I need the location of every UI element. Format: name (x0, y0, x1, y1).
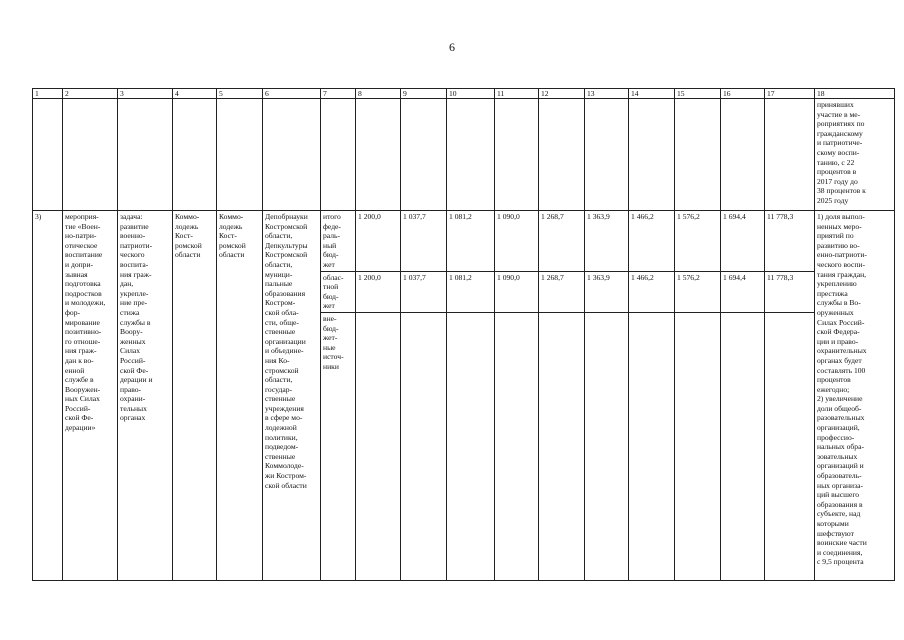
text-line: органах будет (817, 355, 862, 365)
text-line: ственные (265, 451, 296, 461)
text-line: военно- (120, 231, 146, 241)
funding-row-total (33, 211, 895, 272)
text-line: ники (323, 361, 339, 371)
text-line: ромской (219, 240, 246, 250)
task-cell (118, 211, 173, 581)
funding-value-cell (675, 312, 721, 580)
text-line: ежегодно; (817, 384, 850, 394)
text-line: женных (120, 336, 146, 346)
text-line: но-патри- (65, 231, 97, 241)
text-line: лодежной (265, 423, 297, 433)
text-line: службе в (65, 375, 94, 385)
text-line: которыми (817, 519, 849, 528)
text-line: ской Фе- (65, 413, 94, 423)
text-line: ние пре- (120, 298, 148, 308)
text-line: в сфере мо- (265, 413, 303, 423)
text-line: итого (323, 212, 341, 221)
column-header-13: 13 (585, 89, 629, 99)
text-line: мирование (65, 317, 100, 327)
text-line: дерации и (120, 375, 153, 385)
responsible-executor-cell (173, 211, 217, 581)
text-line: вне- (323, 313, 337, 323)
text-line: бюд- (323, 250, 339, 260)
text-line: го отноше- (65, 336, 101, 346)
text-line: ской области (265, 480, 307, 490)
text-line: облас- (323, 272, 344, 282)
text-line: сти, обще- (265, 317, 299, 327)
text-line: мероприя- (65, 212, 99, 221)
text-line: нальных обра- (817, 442, 864, 452)
text-line: области (175, 250, 201, 260)
funding-value-cell (356, 312, 401, 580)
text-line: право- (120, 384, 142, 394)
text-line: роприятиях по (817, 119, 865, 129)
text-line: процентов (817, 375, 851, 385)
text-line: патриоти- (120, 240, 153, 250)
column-header-9: 9 (401, 89, 447, 99)
text-line: Коммо- (175, 212, 200, 221)
text-line: и допри- (65, 259, 94, 269)
column-header-11: 11 (495, 89, 539, 99)
funding-value-cell: 1 090,0 (495, 211, 539, 272)
text-line: Кост- (219, 231, 237, 241)
text-line: доли общеоб- (817, 403, 862, 413)
column-header-12: 12 (539, 89, 585, 99)
text-line: Россий- (120, 355, 146, 365)
text-line: стромской (265, 365, 299, 375)
text-line: воспитание (65, 250, 103, 260)
funding-value-cell: 1 576,2 (675, 271, 721, 312)
text-line: и молодежи, (65, 298, 106, 308)
funding-value-cell (447, 312, 495, 580)
text-line: Костромской (265, 221, 308, 231)
text-line: ской Федера- (817, 327, 860, 337)
column-header-4: 4 (173, 89, 217, 99)
funding-value-cell (539, 312, 585, 580)
text-line: Вооружен- (65, 384, 101, 394)
participants-cell (263, 211, 321, 581)
row-index: 3) (33, 211, 63, 581)
text-line: источ- (323, 352, 344, 362)
text-line: укреплению (817, 279, 857, 289)
text-line: с 9,5 процента (817, 557, 864, 567)
text-line: ния граж- (120, 269, 152, 279)
text-line: субъекте, над (817, 509, 861, 519)
funding-source-cell (321, 271, 356, 312)
text-line: Силах Россий- (817, 317, 865, 327)
text-line: 2017 году до (817, 176, 858, 186)
text-line: жет (323, 301, 335, 311)
text-line: подростков (65, 288, 102, 298)
text-line: ской обла- (265, 307, 299, 317)
text-line: тие «Воен- (65, 221, 101, 231)
text-line: стижа (120, 307, 140, 317)
text-line: Кост- (175, 231, 193, 241)
text-line: укрепле- (120, 288, 149, 298)
text-line: жи Костром- (265, 471, 307, 481)
text-line: пальные (265, 279, 293, 289)
text-line: зывная (65, 269, 88, 279)
text-line: области, (265, 259, 293, 269)
text-line: образования (265, 288, 306, 298)
text-line: гражданскому (817, 128, 863, 138)
continuation-indicator-text (815, 99, 895, 211)
funding-value-cell (765, 312, 815, 580)
text-line: и объедине- (265, 346, 304, 356)
text-line: воспита- (120, 259, 149, 269)
text-line: Костром- (265, 298, 296, 308)
text-line: феде- (323, 221, 341, 231)
column-header-5: 5 (217, 89, 263, 99)
text-line: оруженных (817, 307, 854, 317)
text-line: принявших (817, 100, 854, 109)
text-line: участие в ме- (817, 109, 861, 119)
text-line: организаций, (817, 423, 860, 433)
text-line: подведом- (265, 442, 299, 452)
funding-value-cell: 1 363,9 (585, 211, 629, 272)
text-line: образования в (817, 499, 863, 509)
text-line: престижа (817, 288, 848, 298)
text-line: Коммо- (219, 212, 244, 221)
funding-source-cell (321, 211, 356, 272)
column-header-14: 14 (629, 89, 675, 99)
text-line: области, (265, 231, 293, 241)
text-line: образователь- (817, 471, 862, 481)
text-line: разовательных (817, 413, 865, 423)
text-line: жет (323, 259, 335, 269)
text-line: подготовка (65, 279, 101, 289)
text-line: 2) увеличение (817, 394, 863, 404)
text-line: позитивно- (65, 327, 102, 337)
column-header-15: 15 (675, 89, 721, 99)
event-name-cell (63, 211, 118, 581)
text-line: учреждения (265, 403, 304, 413)
text-line: развитие (120, 221, 149, 231)
column-header-17: 17 (765, 89, 815, 99)
text-line: 2025 году (817, 195, 849, 205)
text-line: тания граждан, (817, 269, 867, 279)
text-line: танию, с 22 (817, 157, 855, 167)
text-line: ных организа- (817, 480, 863, 490)
text-line: составлять 100 (817, 365, 866, 375)
text-line: области, (265, 375, 293, 385)
text-line: охрани- (120, 394, 146, 404)
column-header-6: 6 (263, 89, 321, 99)
column-header-3: 3 (118, 89, 173, 99)
text-line: тельных (120, 403, 147, 413)
text-line: скому воспи- (817, 147, 860, 157)
text-line: службы в (120, 317, 151, 327)
text-line: развитию во- (817, 240, 860, 250)
text-line: ных Силах (65, 394, 100, 404)
header-row (33, 89, 895, 99)
funding-value-cell (721, 312, 765, 580)
text-line: организации (265, 336, 306, 346)
text-line: Коммолоде- (265, 461, 304, 471)
text-line: ные (323, 342, 336, 352)
text-line: профессио- (817, 432, 855, 442)
text-line: фор- (65, 307, 81, 317)
text-line: ния граж- (65, 346, 97, 356)
text-line: бюд- (323, 323, 339, 333)
funding-value-cell: 1 694,4 (721, 211, 765, 272)
coexecutor-cell (217, 211, 263, 581)
funding-value-cell: 1 268,7 (539, 271, 585, 312)
text-line: лодежь (219, 221, 243, 231)
column-header-8: 8 (356, 89, 401, 99)
funding-value-cell (401, 312, 447, 580)
funding-value-cell: 1 576,2 (675, 211, 721, 272)
text-line: ции и право- (817, 336, 859, 346)
text-line: процентов в (817, 167, 857, 177)
text-line: ческого (120, 250, 145, 260)
text-line: охранительных (817, 346, 867, 356)
page-number: 6 (449, 40, 455, 54)
funding-value-cell: 11 778,3 (765, 211, 815, 272)
text-line: шефствуют (817, 528, 854, 538)
column-header-16: 16 (721, 89, 765, 99)
text-line: отическое (65, 240, 98, 250)
text-line: службы в Во- (817, 298, 861, 308)
funding-value-cell: 1 200,0 (356, 271, 401, 312)
text-line: органах (120, 413, 146, 423)
text-line: енной (65, 365, 85, 375)
text-line: ный (323, 240, 337, 250)
funding-value-cell: 1 363,9 (585, 271, 629, 312)
target-indicator-cell (815, 211, 895, 581)
text-line: лодежь (175, 221, 199, 231)
text-line: дан, (120, 279, 134, 289)
text-line: ственные (265, 394, 296, 404)
text-line: ческого воспи- (817, 259, 866, 269)
funding-value-cell: 1 694,4 (721, 271, 765, 312)
text-line: Костромской (265, 250, 308, 260)
column-header-1: 1 (33, 89, 63, 99)
column-header-10: 10 (447, 89, 495, 99)
funding-value-cell: 1 268,7 (539, 211, 585, 272)
text-line: ций высшего (817, 490, 860, 500)
text-line: Силах (120, 346, 141, 356)
text-line: жет- (323, 333, 338, 343)
text-line: и соединения, (817, 547, 863, 557)
funding-value-cell (495, 312, 539, 580)
funding-source-cell (321, 312, 356, 580)
text-line: приятий по (817, 231, 854, 241)
text-line: тной (323, 282, 339, 292)
text-line: организаций и (817, 461, 864, 471)
funding-value-cell: 1 081,2 (447, 211, 495, 272)
text-line: политики, (265, 432, 298, 442)
funding-value-cell: 1 466,2 (629, 271, 675, 312)
text-line: ромской (175, 240, 202, 250)
funding-value-cell (585, 312, 629, 580)
text-line: Россий- (65, 403, 91, 413)
text-line: зовательных (817, 451, 858, 461)
text-line: 38 процентов к (817, 186, 866, 196)
text-line: муници- (265, 269, 293, 279)
text-line: ственные (265, 327, 296, 337)
column-header-7: 7 (321, 89, 356, 99)
text-line: Депобрнауки (265, 212, 308, 221)
funding-value-cell: 1 037,7 (401, 271, 447, 312)
continuation-row (33, 99, 895, 211)
text-line: государ- (265, 384, 293, 394)
funding-value-cell: 1 466,2 (629, 211, 675, 272)
funding-value-cell: 1 090,0 (495, 271, 539, 312)
text-line: Депкультуры (265, 240, 308, 250)
text-line: енно-патриоти- (817, 250, 867, 260)
text-line: дан к во- (65, 355, 94, 365)
text-line: ния Ко- (265, 355, 290, 365)
text-line: и патриотиче- (817, 138, 863, 148)
text-line: области (219, 250, 245, 260)
text-line: Воору- (120, 327, 143, 337)
text-line: бюд- (323, 291, 339, 301)
funding-value-cell: 1 081,2 (447, 271, 495, 312)
text-line: дерации» (65, 423, 96, 433)
text-line: воинские части (817, 538, 867, 548)
funding-value-cell: 11 778,3 (765, 271, 815, 312)
text-line: ской Фе- (120, 365, 149, 375)
text-line: раль- (323, 231, 341, 241)
column-header-18: 18 (815, 89, 895, 99)
funding-value-cell: 1 037,7 (401, 211, 447, 272)
text-line: ненных меро- (817, 221, 862, 231)
text-line: задача: (120, 212, 143, 221)
column-header-2: 2 (63, 89, 118, 99)
program-table (32, 88, 895, 581)
text-line: 1) доля выпол- (817, 212, 865, 221)
funding-value-cell (629, 312, 675, 580)
funding-value-cell: 1 200,0 (356, 211, 401, 272)
